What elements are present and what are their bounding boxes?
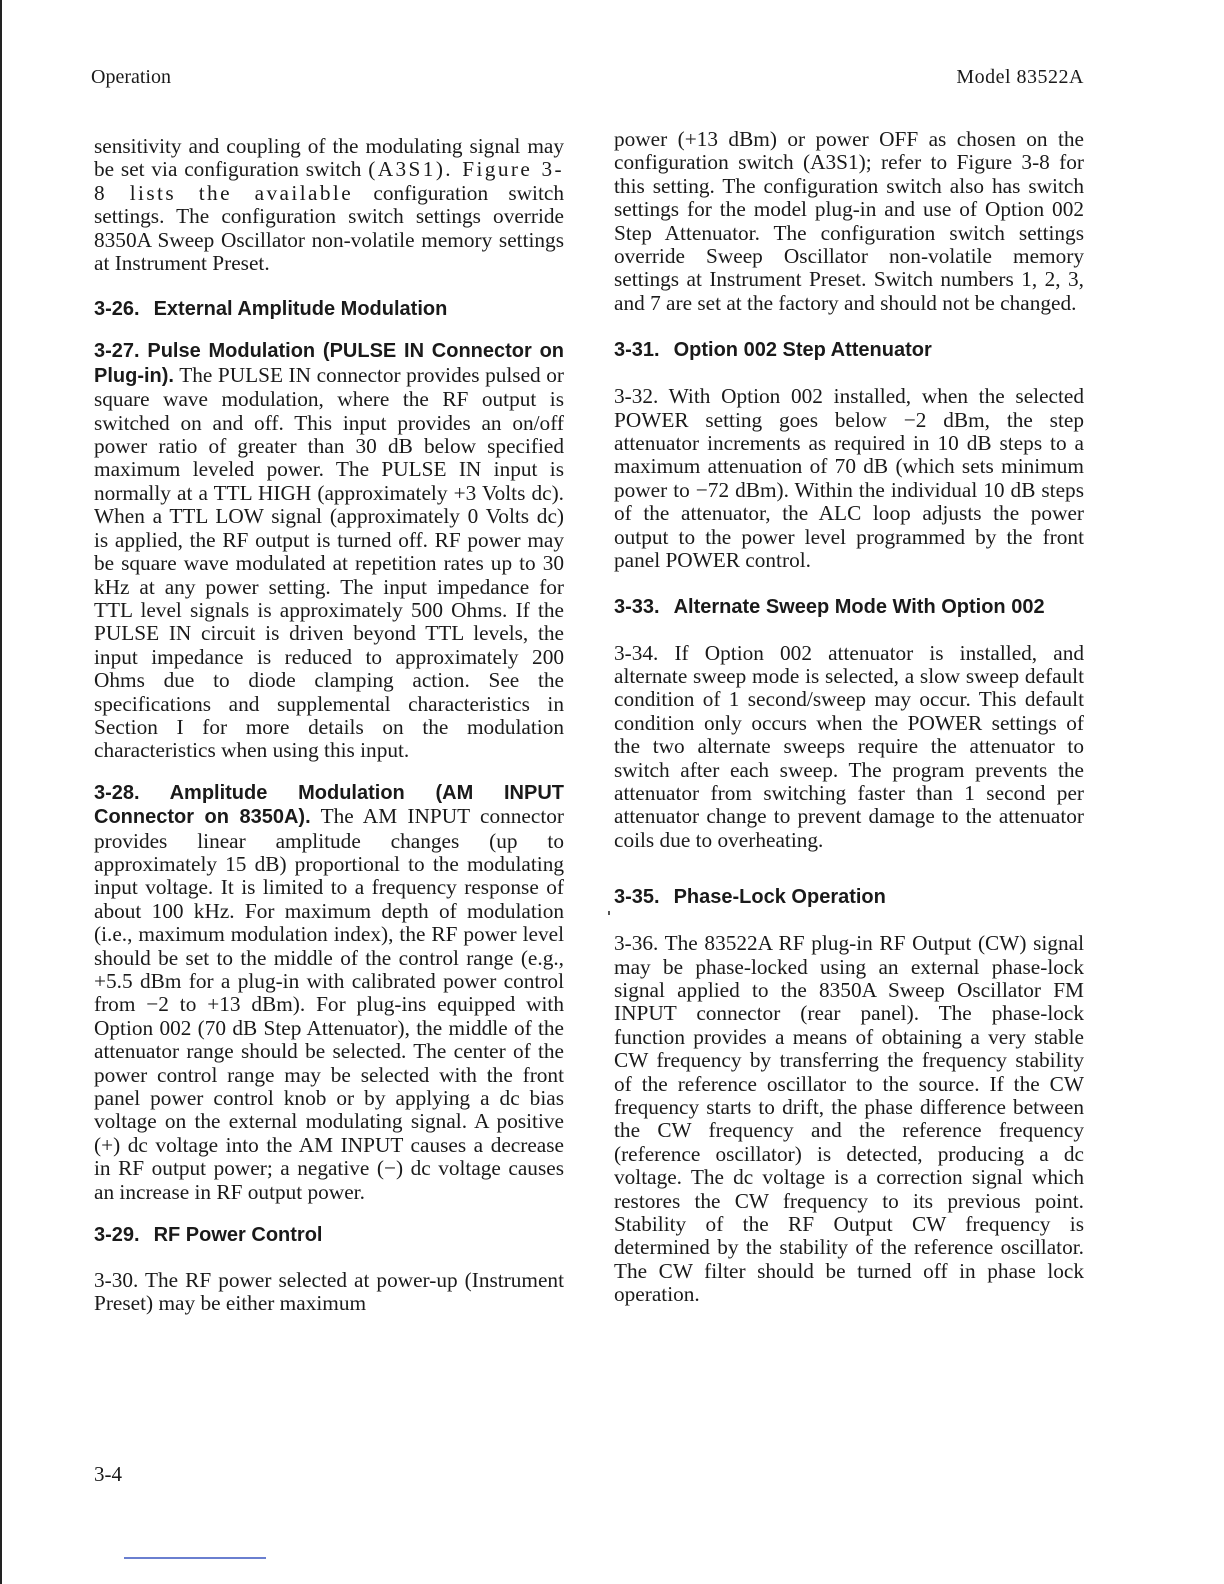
scan-mark <box>124 1557 266 1559</box>
paragraph-3-34: 3-34. If Option 002 attenuator is installed, and alternate sweep mode is selected, a slow sweep default condition of 1 second/sweep may occur. This default condition only occurs when the POWER settings of the two alternate sweeps require the attenuator to switch after each sweep. The program prevents the attenuator from switching faster than 1 second per attenuator change to prevent damage to the attenuator coils due to overheating. <box>614 640 1084 852</box>
paragraph-3-28: 3-28. Amplitude Modulation (AM INPUT Connector on 8350A). The AM INPUT connector provides linear amplitude changes (up to approximately 15 dB) proportional to the modulating input voltage. It is limited to a frequency response of about 100 kHz. For maximum depth of modulation (i.e., maximum modulation index), the RF power level should be set to the middle of the control range (e.g., +5.5 dBm for a plug-in with calibrated power control from −2 to +13 dBm). For plug-ins equipped with Option 002 (70 dB Step Attenuator), the middle of the attenuator range should be selected. The center of the power control range may be selected with the front panel power control knob or by applying a dc bias voltage on the external modulating signal. A positive (+) dc voltage into the AM INPUT causes a decrease in RF output power; a negative (−) dc voltage causes an increase in RF output power. <box>94 781 564 1204</box>
heading-3-29: 3-29. RF Power Control <box>94 1224 323 1247</box>
intro-paragraph: sensitivity and coupling of the modulating signal may be set via configuration switch (A3S1). Figure 3-8 lists the available configuration switch settings. The configuration switch settings override 8350A Sweep Oscillator non-volatile memory settings at Instrument Preset. <box>94 134 565 276</box>
heading-3-26: 3-26. External Amplitude Modulation <box>94 298 448 321</box>
right-column <box>614 128 1084 1307</box>
page-number: 3-4 <box>94 1462 122 1486</box>
paragraph-3-32: 3-32. With Option 002 installed, when the selected POWER setting goes below −2 dBm, the step attenuator increments as required in 10 dB steps to a maximum attenuation of 70 dB (which sets minimum power to −72 dBm). Within the individual 10 dB steps of the attenuator, the ALC loop adjusts the power output to the power level programmed by the front panel POWER control. <box>614 384 1084 573</box>
heading-3-35: 3-35. Phase-Lock Operation <box>614 886 886 909</box>
paragraph-3-36: 3-36. The 83522A RF plug-in RF Output (CW) signal may be phase-locked using an external phase-lock signal applied to the 8350A Sweep Oscillator FM INPUT connector (rear panel). The phase-lock function provides a means of obtaining a very stable CW frequency by transferring the frequency stability of the reference oscillator to the source. If the CW frequency starts to drift, the phase difference between the CW frequency and the reference frequency (reference oscillator) is detected, producing a dc voltage. The dc voltage is a correction signal which restores the CW frequency to its previous point. Stability of the RF Output CW frequency is determined by the stability of the reference oscillator. The CW filter should be turned off in phase lock operation. <box>614 931 1084 1307</box>
running-head-model: Model 83522A <box>956 66 1084 88</box>
paragraph-3-30: 3-30. The RF power selected at power-up (Instrument Preset) may be either maximum <box>94 1268 564 1316</box>
left-column <box>94 135 564 1316</box>
running-head-section: Operation <box>91 66 171 88</box>
paragraph-3-27: 3-27. Pulse Modulation (PULSE IN Connector on Plug-in). The PULSE IN connector provides pulsed or square wave modulation, where the RF output is switched on and off. This input provides an on/off power ratio of greater than 30 dB below specified maximum leveled power. The PULSE IN input is normally at a TTL HIGH (approximately +3 Volts dc). When a TTL LOW signal (approximately 0 Volts dc) is applied, the RF output is turned off. RF power may be square wave modulated at repetition rates up to 30 kHz at any power setting. The input impedance for TTL level signals is approximately 500 Ohms. If the PULSE IN circuit is driven beyond TTL levels, the input impedance is reduced to approximately 200 Ohms due to diode clamping action. See the specifications and supplemental characteristics in Section I for more details on the modulation characteristics when using this input. <box>94 340 564 763</box>
scan-speck <box>608 911 610 915</box>
paragraph-3-30-continued: power (+13 dBm) or power OFF as chosen on the configuration switch (A3S1); refer to Figure 3-8 for this setting. The configuration switch also has switch settings for the model plug-in and use of Option 002 Step Attenuator. The configuration switch settings override Sweep Oscillator non-volatile memory settings at Instrument Preset. Switch numbers 1, 2, 3, and 7 are set at the factory and should not be changed. <box>614 127 1084 315</box>
page-edge-rule <box>0 0 2 1584</box>
run-in-heading-3-28: 3-28. Amplitude Modulation (AM INPUT Connector on 8350A). <box>94 781 564 829</box>
run-in-heading-3-27: 3-27. Pulse Modulation (PULSE IN Connector on Plug-in). <box>94 340 564 387</box>
heading-3-31: 3-31. Option 002 Step Attenuator <box>614 339 932 362</box>
heading-3-33: 3-33. Alternate Sweep Mode With Option 002 <box>614 595 1045 618</box>
